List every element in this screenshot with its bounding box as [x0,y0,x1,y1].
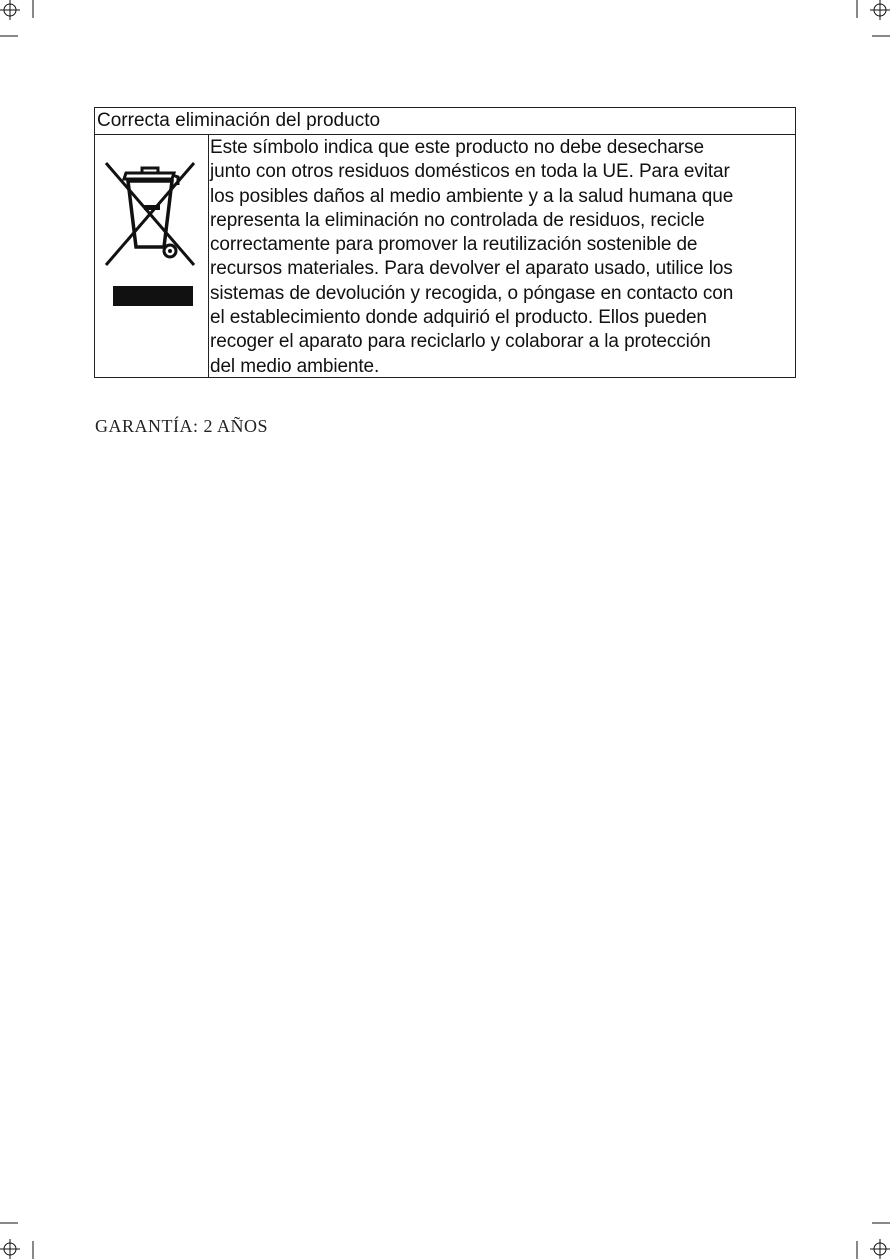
disposal-text-line: del medio ambiente. [210,355,380,377]
disposal-info-table [94,107,796,378]
crop-mark-icon [872,34,890,38]
disposal-text-line: recursos materiales. Para devolver el aparato usado, utilice los [210,258,733,280]
disposal-text-line: los posibles daños al medio ambiente y a la salud humana que [210,185,734,207]
crop-mark-icon [0,1221,18,1225]
crop-mark-icon [0,34,18,38]
symbol-cell [95,135,209,377]
registration-crosshair-icon [866,1235,890,1259]
disposal-text-line: representa la eliminación no controlada de residuos, recicle [210,209,705,231]
registration-crosshair-icon [0,0,24,24]
crop-mark-icon [854,0,860,18]
disposal-text-line: junto con otros residuos domésticos en toda la UE. Para evitar [210,161,730,183]
warranty-text: GARANTÍA: 2 AÑOS [95,416,269,436]
disposal-text [209,135,795,377]
disposal-text-line: correctamente para promover la reutilización sostenible de [210,234,698,256]
registration-crosshair-icon [0,1235,24,1259]
crossed-out-wheelie-bin-icon [102,159,202,274]
crop-mark-icon [872,1221,890,1225]
disposal-text-line: Este símbolo indica que este producto no debe desecharse [210,137,705,158]
disposal-text-line: sistemas de devolución y recogida, o póngase en contacto con [210,282,734,304]
crop-mark-icon [30,1241,36,1259]
registration-crosshair-icon [866,0,890,24]
crop-mark-icon [854,1241,860,1259]
disposal-body [95,135,795,377]
disposal-text-line: el establecimiento donde adquirió el producto. Ellos pueden [210,307,707,329]
solid-bar-marking [113,286,193,306]
crop-mark-icon [30,0,36,18]
disposal-title: Correcta eliminación del producto [95,108,795,135]
disposal-text-line: recoger el aparato para reciclarlo y colaborar a la protección [210,331,711,353]
